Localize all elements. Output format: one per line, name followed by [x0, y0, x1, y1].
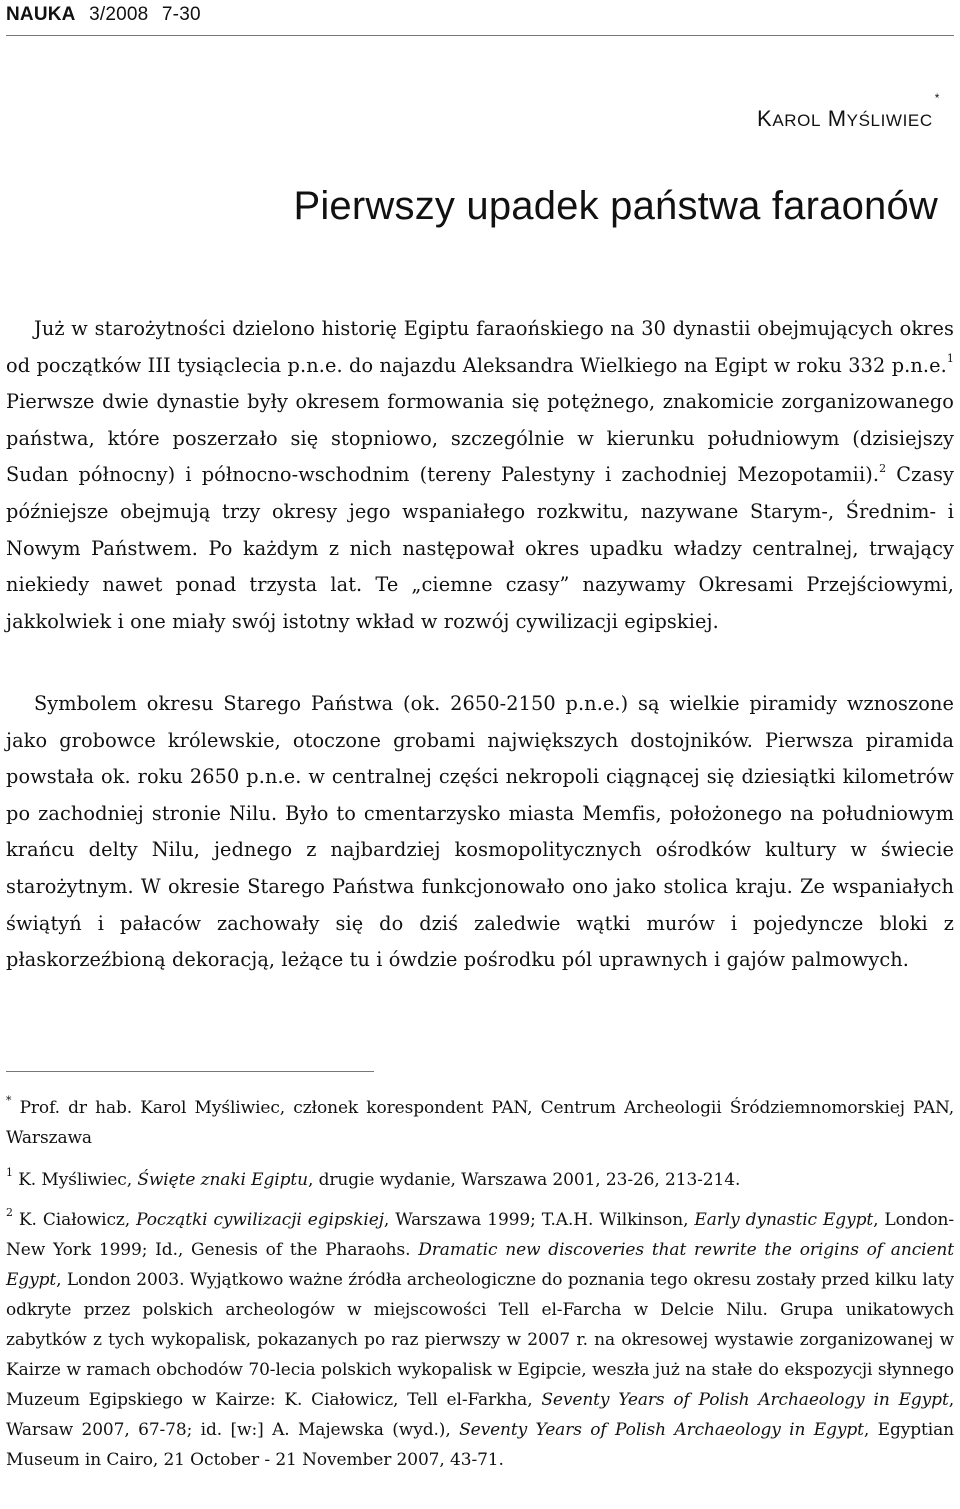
issue-number: 3/2008	[89, 4, 149, 25]
author-name: KAROL MYŚLIWIEC*	[757, 90, 940, 131]
footnote-ref-2[interactable]: 2	[879, 461, 887, 475]
header-rule	[6, 35, 954, 36]
article-title: Pierwszy upadek państwa faraonów	[293, 184, 938, 228]
running-head	[6, 4, 201, 26]
body-paragraph-2: Symbolem okresu Starego Państwa (ok. 2650-2150 p.n.e.) są wielkie piramidy wznoszone jako grobowce królewskie, otoczone grobami największych dostojników. Pierwsza piramida powstała ok. roku 2650 p.n.e. w centralnej części nekropoli ciągnącej się dziesiątki kilometrów po zachodniej stronie Nilu. Było to cmentarzysko miasta Memfis, położonego na południowym krańcu delty Nilu, jednego z najbardziej kosmopolitycznych ośrodków kultury w świecie starożytnym. W okresie Starego Państwa funkcjonowało ono jako stolica kraju. Ze wspaniałych świątyń i pałaców zachowały się do dziś zaledwie wątki murów i pojedyncze bloki z płaskorzeźbioną dekoracją, leżące tu i ówdzie pośrodku pól uprawnych i gajów palmowych.	[6, 692, 954, 972]
footnote-rule	[6, 1071, 374, 1072]
author-footnote-mark: *	[934, 90, 940, 105]
footnote-ref-1[interactable]: 1	[946, 352, 954, 366]
footnote-1: $^1$ K. Myśliwiec, Święte znaki Egiptu, drugie wydanie, Warszawa 2001, 23-26, 213-214.	[6, 1166, 741, 1190]
body-paragraph-1: Już w starożytności dzielono historię Egiptu faraońskiego na 30 dynastii obejmujących okres od początków III tysiąclecia p.n.e. do najazdu Aleksandra Wielkiego na Egipt w roku 332 p.n.e.$^1$ Pierwsze dwie dynastie były okresem formowania się potężnego, znakomicie zorganizowanego państwa, które poszerzało się stopniowo, szczególnie w kierunku południowym (dzisiejszy Sudan północny) i północno-wschodnim (tereny Palestyny i zachodniej Mezopotamii).$^2$ Czasy późniejsze obejmują trzy okresy jego wspaniałego rozkwitu, nazywane Starym-, Średnim- i Nowym Państwem. Po każdym z nich następował okres upadku władzy centralnej, trwający niekiedy nawet ponad trzysta lat. Te „ciemne czasy” nazywamy Okresami Przejściowymi, jakkolwiek i one miały swój istotny wkład w rozwój cywilizacji egipskiej.	[6, 317, 954, 633]
journal-name: NAUKA	[6, 4, 76, 25]
footnote-2: $^2$ K. Ciałowicz, Początki cywilizacji egipskiej, Warszawa 1999; T.A.H. Wilkinson, Early dynastic Egypt, London-New York 1999; Id., Genesis of the Pharaohs. Dramatic new discoveries that rewrite the origins of ancient Egypt, London 2003. Wyjątkowo ważne źródła archeologiczne do poznania tego okresu zostały przed kilku laty odkryte przez polskich archeologów w miejscowości Tell el-Farcha w Delcie Nilu. Grupa unikatowych zabytków z tych wykopalisk, pokazanych po raz pierwszy w 2007 r. na okresowej wystawie zorganizowanej w Kairze w ramach obchodów 70-lecia polskich wykopalisk w Egipcie, weszła już na stałe do ekspozycji słynnego Muzeum Egipskiego w Kairze: K. Ciałowicz, Tell el-Farkha, Seventy Years of Polish Archaeology in Egypt, Warsaw 2007, 67-78; id. [w:] A. Majewska (wyd.), Seventy Years of Polish Archaeology in Egypt, Egyptian Museum in Cairo, 21 October - 21 November 2007, 43-71.	[6, 1206, 955, 1470]
page-range: 7-30	[161, 4, 201, 25]
footnote-author: * Prof. dr hab. Karol Myśliwiec, członek korespondent PAN, Centrum Archeologii Śródziemnomorskiej PAN, Warszawa	[6, 1094, 954, 1148]
